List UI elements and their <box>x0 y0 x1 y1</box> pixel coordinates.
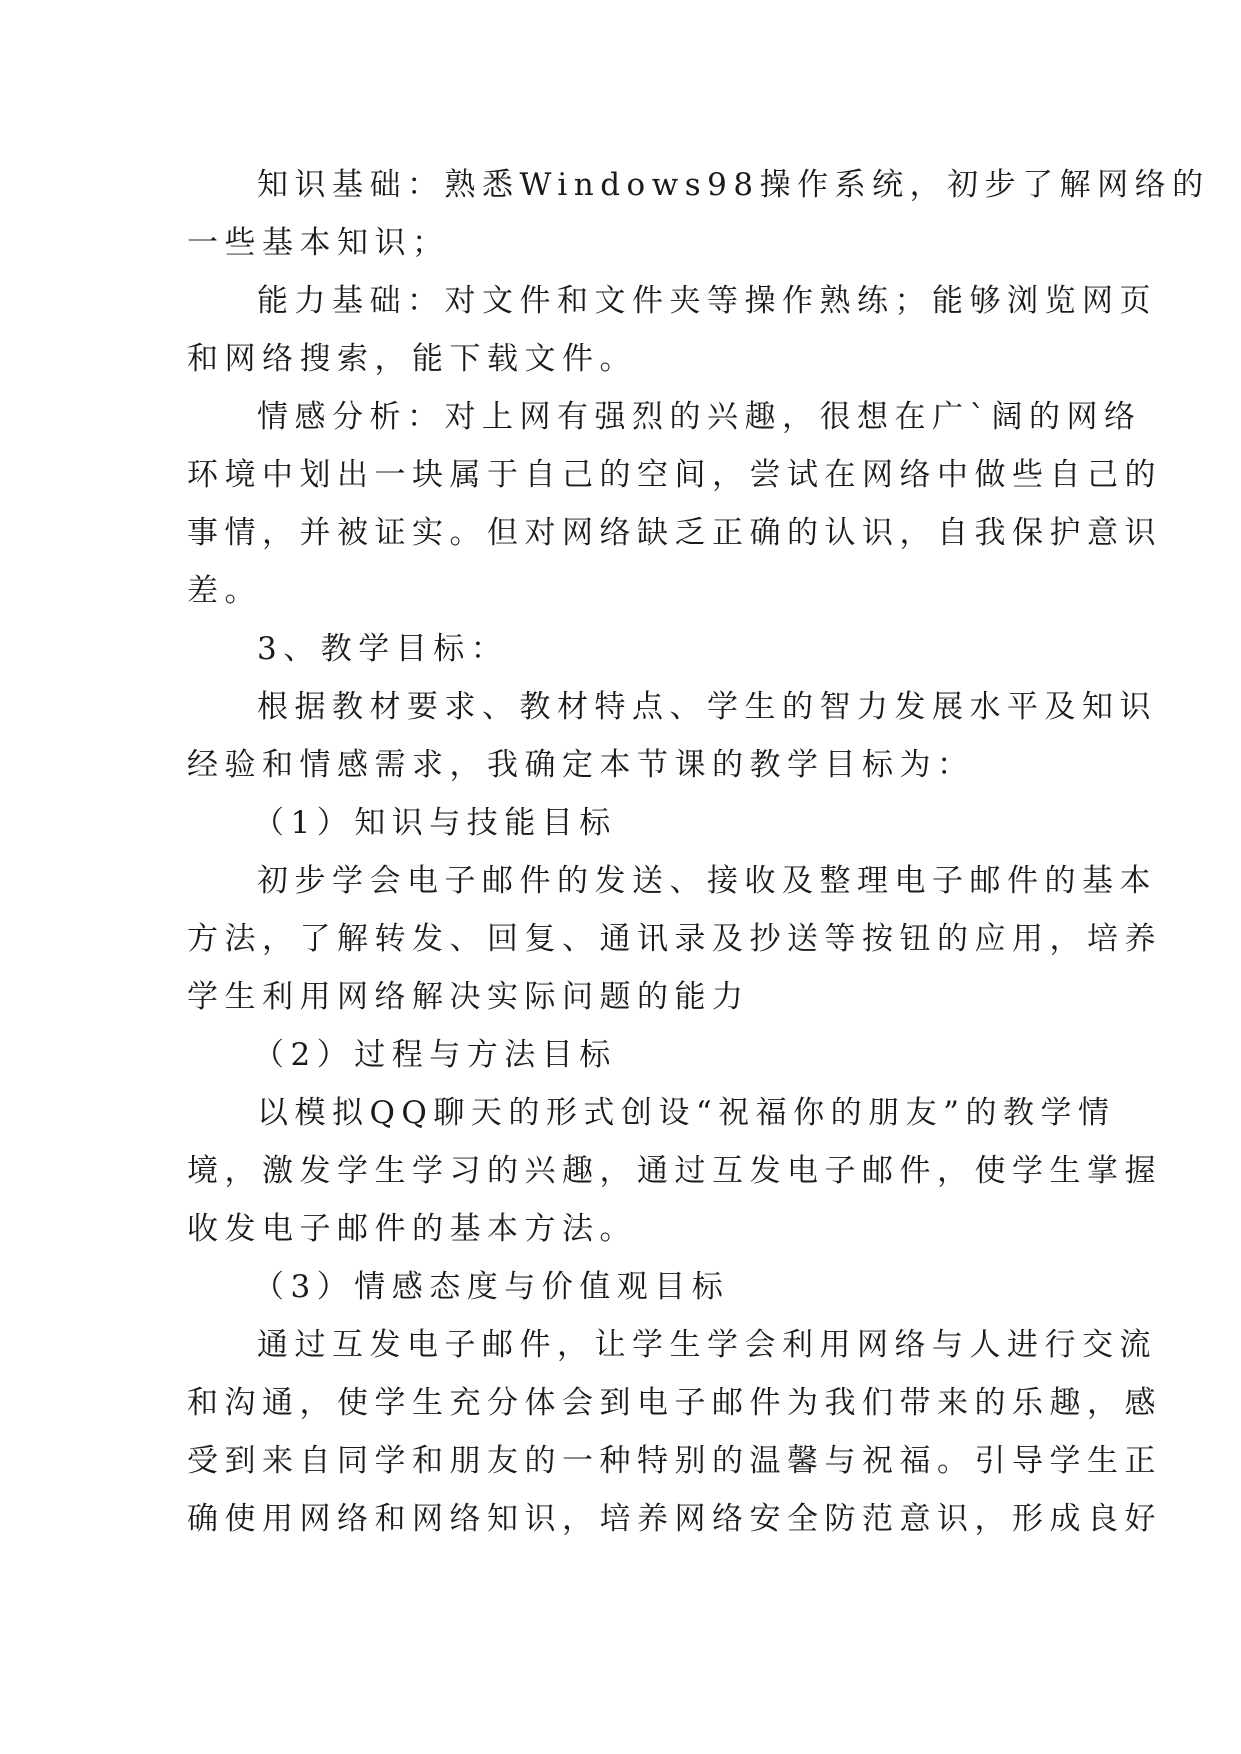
paragraph-line: 通过互发电子邮件，让学生学会利用网络与人进行交流 <box>257 1327 1157 1363</box>
paragraph-line: 能力基础：对文件和文件夹等操作熟练；能够浏览网页 <box>257 283 1157 319</box>
paragraph-line: 知识基础：熟悉Windows98操作系统，初步了解网络的 <box>257 167 1210 203</box>
paragraph-line: 一些基本知识； <box>187 225 450 261</box>
subsection-heading: （2）过程与方法目标 <box>253 1037 617 1073</box>
paragraph-line: 和沟通，使学生充分体会到电子邮件为我们带来的乐趣，感 <box>187 1385 1162 1421</box>
paragraph-line: 根据教材要求、教材特点、学生的智力发展水平及知识 <box>257 689 1157 725</box>
subsection-heading: （3）情感态度与价值观目标 <box>253 1269 730 1305</box>
paragraph-line: 境，激发学生学习的兴趣，通过互发电子邮件，使学生掌握 <box>187 1153 1162 1189</box>
paragraph-line: 差。 <box>187 573 262 609</box>
paragraph-line: 确使用网络和网络知识，培养网络安全防范意识，形成良好 <box>187 1501 1162 1537</box>
paragraph-line: 环境中划出一块属于自己的空间，尝试在网络中做些自己的 <box>187 457 1162 493</box>
paragraph-line: 初步学会电子邮件的发送、接收及整理电子邮件的基本 <box>257 863 1157 899</box>
section-heading: 3、教学目标： <box>257 631 509 667</box>
paragraph-line: 以模拟QQ聊天的形式创设“祝福你的朋友”的教学情 <box>257 1095 1116 1131</box>
paragraph-line: 学生利用网络解决实际问题的能力 <box>187 979 750 1015</box>
paragraph-line: 情感分析：对上网有强烈的兴趣，很想在广`阔的网络 <box>257 399 1142 435</box>
paragraph-line: 收发电子邮件的基本方法。 <box>187 1211 637 1247</box>
paragraph-line: 和网络搜索，能下载文件。 <box>187 341 637 377</box>
paragraph-line: 受到来自同学和朋友的一种特别的温馨与祝福。引导学生正 <box>187 1443 1162 1479</box>
subsection-heading: （1）知识与技能目标 <box>253 805 617 841</box>
paragraph-line: 经验和情感需求，我确定本节课的教学目标为： <box>187 747 975 783</box>
paragraph-line: 事情，并被证实。但对网络缺乏正确的认识，自我保护意识 <box>187 515 1162 551</box>
paragraph-line: 方法，了解转发、回复、通讯录及抄送等按钮的应用，培养 <box>187 921 1162 957</box>
